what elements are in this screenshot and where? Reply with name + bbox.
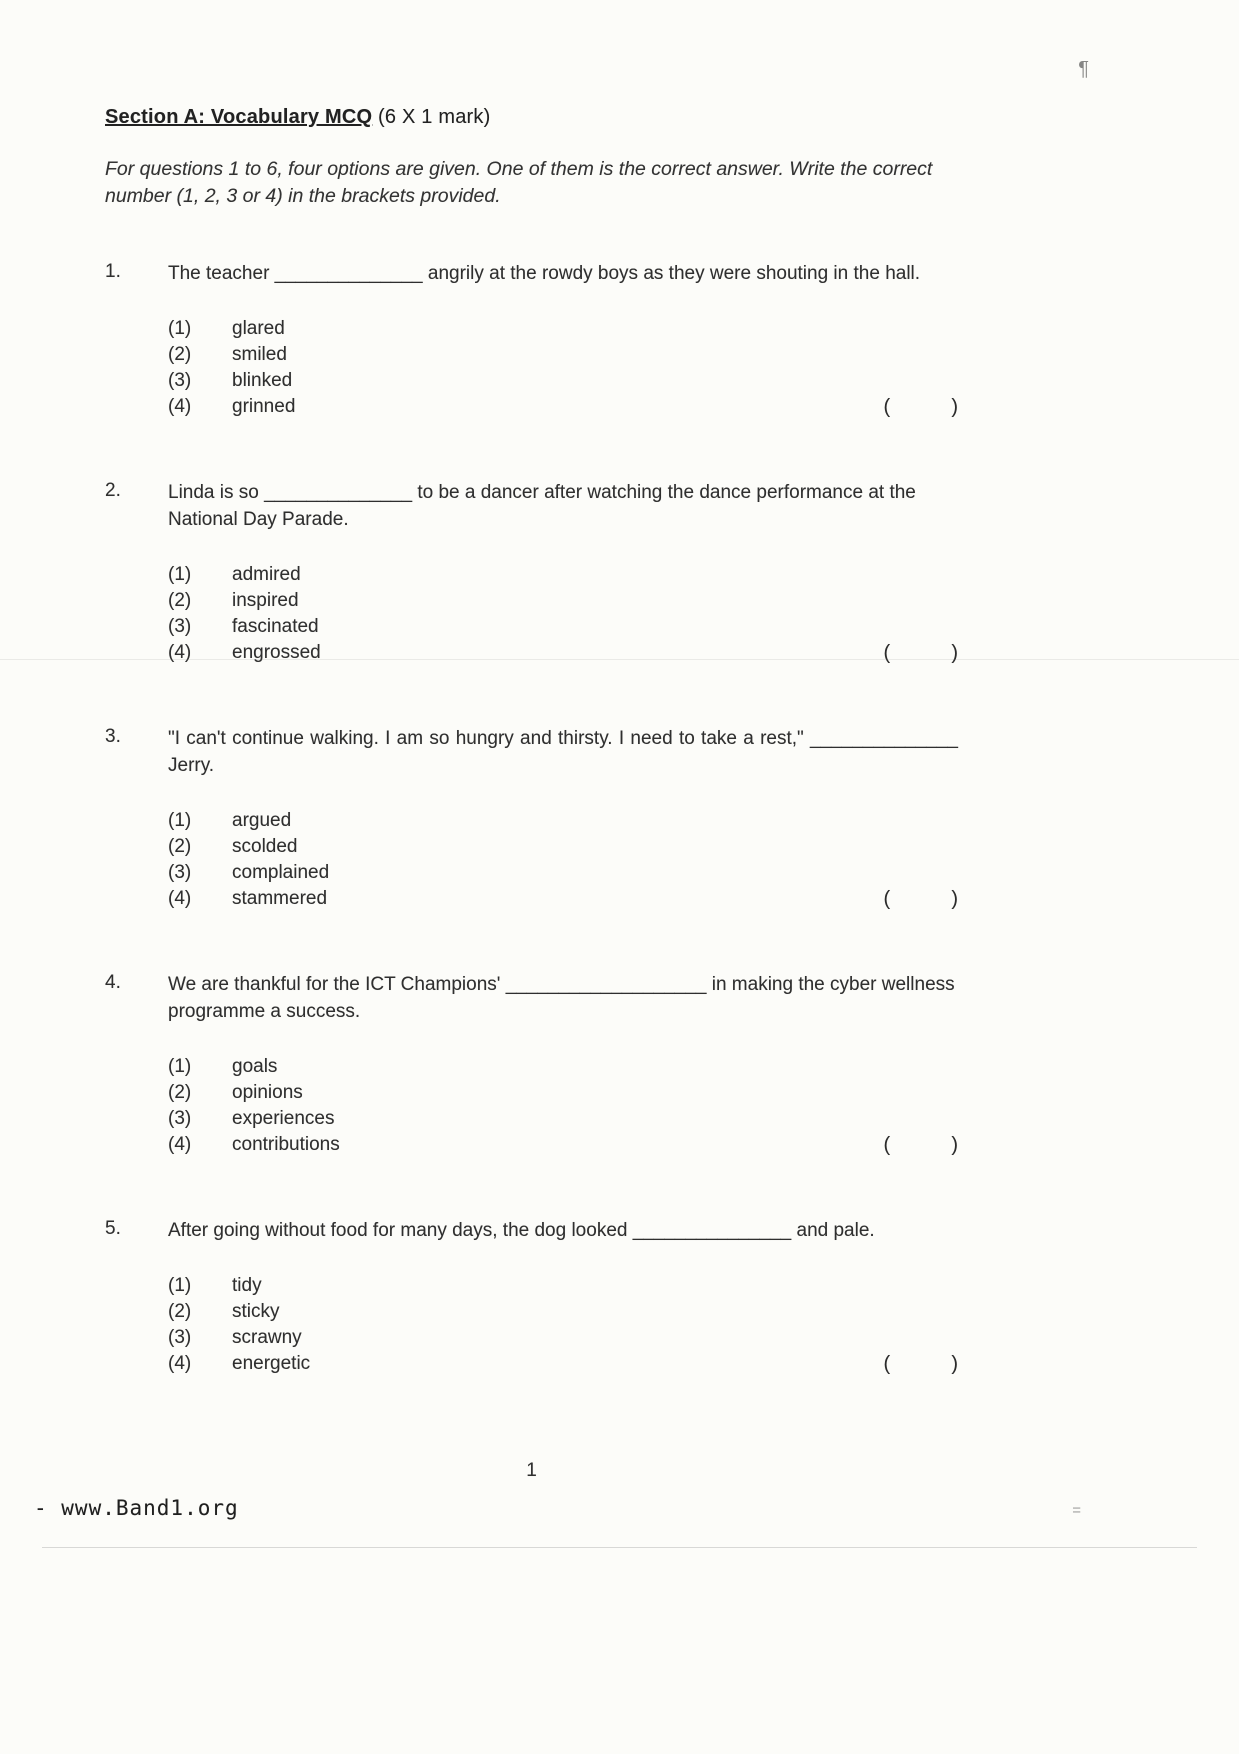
option-row: [168, 394, 958, 420]
option-label: stammered: [232, 888, 328, 909]
option-label: argued: [232, 810, 292, 831]
option-label: contributions: [232, 1134, 340, 1155]
option-number: (3): [168, 370, 192, 391]
option-number: (1): [168, 564, 192, 585]
option-row: [168, 1132, 958, 1158]
option-label: grinned: [232, 396, 296, 417]
option-label: fascinated: [232, 616, 319, 637]
scan-bottom-line: [42, 1547, 1197, 1548]
question-body: [168, 260, 958, 420]
option-row: [168, 316, 958, 342]
answer-bracket: ( ): [883, 1353, 958, 1375]
option-row: [168, 860, 958, 886]
answer-bracket: ( ): [883, 888, 958, 910]
option-label: inspired: [232, 590, 299, 611]
option-label: complained: [232, 862, 330, 883]
question-text: After going without food for many days, the dog looked _______________ and pale.: [168, 1220, 875, 1241]
option-row: [168, 1351, 958, 1377]
option-row: [168, 588, 958, 614]
question-number: 3.: [105, 726, 121, 747]
option-number: (1): [168, 810, 192, 831]
option-row: [168, 562, 958, 588]
question: [105, 725, 1134, 912]
option-row: [168, 614, 958, 640]
question-number: 4.: [105, 972, 121, 993]
question: [105, 1217, 1134, 1377]
option-number: (3): [168, 1327, 192, 1348]
question-body: [168, 725, 958, 912]
option-number: (3): [168, 616, 192, 637]
option-number: (2): [168, 590, 192, 611]
option-number: (2): [168, 1301, 192, 1322]
scan-artifact-top-icon: ¶: [1078, 58, 1089, 80]
questions: [105, 260, 1134, 1377]
question: [105, 260, 1134, 420]
option-row: [168, 886, 958, 912]
option-number: (4): [168, 396, 192, 417]
question-body: [168, 1217, 958, 1377]
option-number: (2): [168, 1082, 192, 1103]
options-list: [168, 562, 958, 666]
question-text: Linda is so ______________ to be a dancer after watching the dance performance at the National Day Parade.: [168, 482, 916, 530]
question-body: [168, 971, 958, 1158]
option-row: [168, 368, 958, 394]
option-number: (2): [168, 836, 192, 857]
option-row: [168, 1325, 958, 1351]
option-label: engrossed: [232, 642, 321, 663]
option-number: (3): [168, 1108, 192, 1129]
scan-fold-line: [0, 659, 1239, 660]
options-list: [168, 1054, 958, 1158]
question-text: "I can't continue walking. I am so hungry and thirsty. I need to take a rest," ______________ Jerry.: [168, 728, 958, 776]
page-number: 1: [526, 1460, 537, 1481]
option-label: admired: [232, 564, 301, 585]
option-number: (4): [168, 642, 192, 663]
option-row: [168, 808, 958, 834]
question: [105, 971, 1134, 1158]
option-label: energetic: [232, 1353, 311, 1374]
option-label: sticky: [232, 1301, 280, 1322]
options-list: [168, 808, 958, 912]
option-row: [168, 1106, 958, 1132]
section-title-text: Section A: Vocabulary MCQ: [105, 106, 373, 128]
option-row: [168, 342, 958, 368]
answer-bracket: ( ): [883, 1134, 958, 1156]
question-text: We are thankful for the ICT Champions' ___________________ in making the cyber wellness programme a success.: [168, 974, 955, 1022]
section-heading: [105, 106, 1134, 129]
option-row: [168, 1054, 958, 1080]
option-label: smiled: [232, 344, 287, 365]
option-label: scrawny: [232, 1327, 302, 1348]
question-number: 1.: [105, 261, 121, 282]
option-row: [168, 1080, 958, 1106]
question: [105, 479, 1134, 666]
option-row: [168, 1299, 958, 1325]
option-label: experiences: [232, 1108, 335, 1129]
option-label: scolded: [232, 836, 298, 857]
scan-artifact-bottom-icon: =: [1072, 1502, 1081, 1519]
question-number: 5.: [105, 1218, 121, 1239]
option-number: (2): [168, 344, 192, 365]
option-label: opinions: [232, 1082, 303, 1103]
option-row: [168, 834, 958, 860]
footer-watermark: - www.Band1.org: [34, 1496, 239, 1520]
option-number: (1): [168, 318, 192, 339]
option-number: (4): [168, 888, 192, 909]
option-number: (4): [168, 1134, 192, 1155]
options-list: [168, 1273, 958, 1377]
section-marks-text: (6 X 1 mark): [372, 106, 491, 128]
option-label: goals: [232, 1056, 278, 1077]
option-number: (1): [168, 1056, 192, 1077]
answer-bracket: ( ): [883, 396, 958, 418]
question-number: 2.: [105, 480, 121, 501]
options-list: [168, 316, 958, 420]
answer-bracket: ( ): [883, 642, 958, 664]
option-label: blinked: [232, 370, 293, 391]
option-row: [168, 640, 958, 666]
option-number: (3): [168, 862, 192, 883]
option-number: (1): [168, 1275, 192, 1296]
question-text: The teacher ______________ angrily at the rowdy boys as they were shouting in the hall.: [168, 263, 921, 284]
option-label: tidy: [232, 1275, 262, 1296]
question-body: [168, 479, 958, 666]
option-number: (4): [168, 1353, 192, 1374]
instructions-text: For questions 1 to 6, four options are given. One of them is the correct answer. Write the correct number (1, 2, 3 or 4) in the brackets provided.: [105, 158, 933, 207]
option-label: glared: [232, 318, 285, 339]
option-row: [168, 1273, 958, 1299]
